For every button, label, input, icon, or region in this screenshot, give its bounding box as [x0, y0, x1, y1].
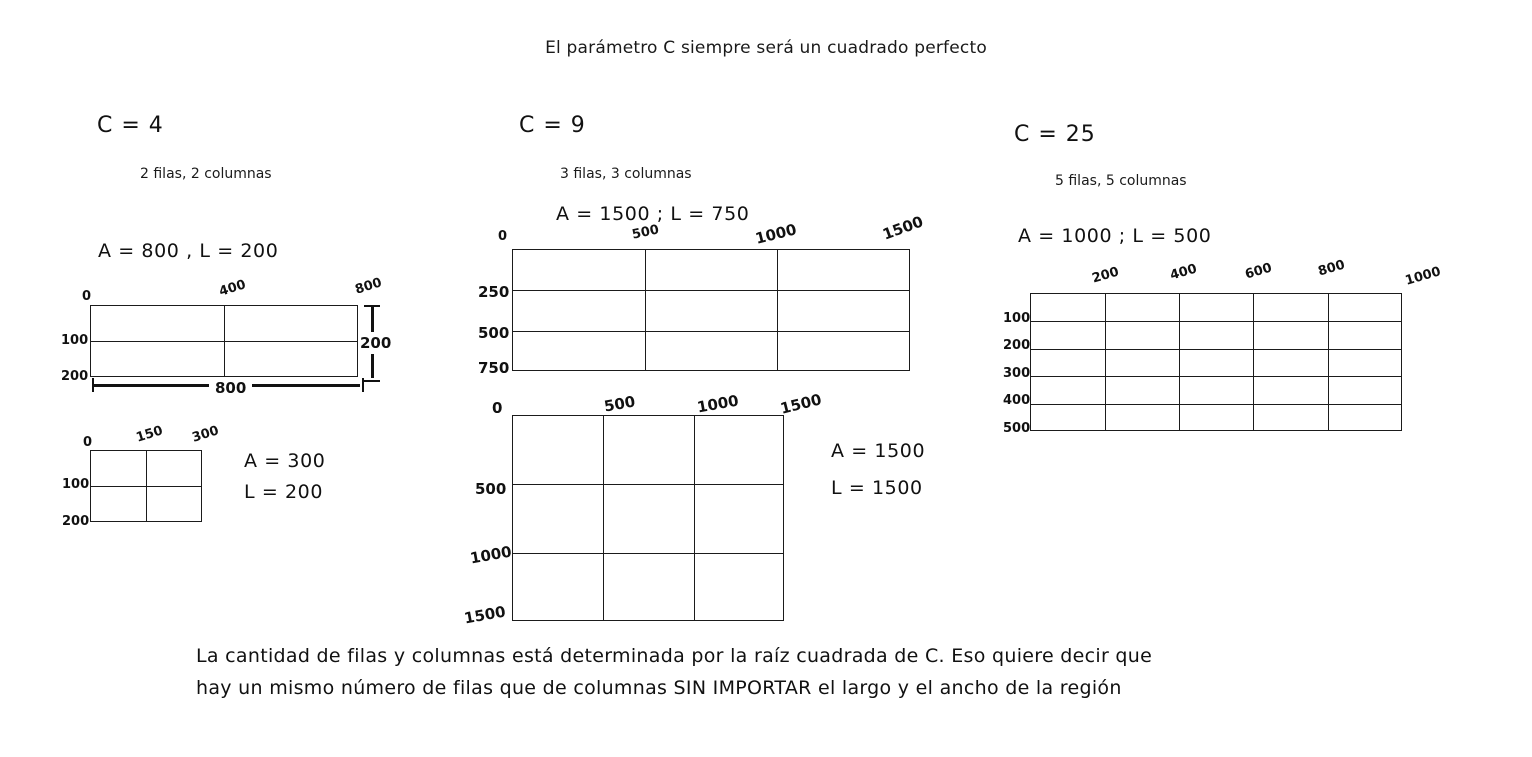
tick-top-1000: 1000: [695, 391, 740, 417]
grid-line-v: [777, 250, 778, 370]
footer-note: [196, 640, 1316, 704]
footer-line-2: hay un mismo número de filas que de columnas SIN IMPORTAR el largo y el ancho de la región: [196, 677, 1122, 699]
case-c4-diagram1-dims: A = 800 , L = 200: [98, 240, 279, 262]
footer-line-1: La cantidad de filas y columnas está determinada por la raíz cuadrada de C. Eso quiere decir que: [196, 645, 1153, 667]
tick-left-500: 500: [1003, 421, 1031, 436]
tick-left-200: 200: [1003, 338, 1031, 353]
tick-left-750: 750: [478, 359, 510, 377]
tick-top-300: 300: [190, 423, 221, 446]
grid-line-h: [1031, 376, 1401, 377]
tick-left-200: 200: [62, 514, 90, 529]
tick-top-1000: 1000: [753, 220, 799, 248]
grid-line-h: [513, 290, 909, 291]
grid-line-h: [513, 484, 783, 485]
case-label-c9: C = 9: [519, 113, 586, 138]
grid-line-v: [694, 416, 695, 620]
grid-c9-1500x1500: [512, 415, 784, 621]
grid-line-h: [1031, 349, 1401, 350]
tick-left-200: 200: [61, 369, 89, 384]
case-c9-diagram2-area: A = 1500: [831, 440, 926, 462]
grid-c4-800x200: [90, 305, 358, 377]
case-sub-c25: 5 filas, 5 columnas: [1055, 173, 1187, 189]
case-label-c4: C = 4: [97, 113, 164, 138]
tick-top-0: 0: [82, 289, 92, 304]
tick-top-800: 800: [353, 275, 384, 298]
grid-line-v: [146, 451, 147, 521]
case-c9-diagram2-length: L = 1500: [831, 477, 923, 499]
grid-c9-1500x750: [512, 249, 910, 371]
grid-line-h: [513, 331, 909, 332]
tick-top-0: 0: [498, 229, 508, 244]
tick-left-250: 250: [478, 283, 510, 301]
tick-top-600: 600: [1243, 260, 1274, 283]
tick-top-1000: 1000: [1403, 264, 1443, 289]
page-title: El parámetro C siempre será un cuadrado perfecto: [545, 38, 987, 58]
tick-left-1500: 1500: [462, 602, 507, 628]
grid-line-v: [224, 306, 225, 376]
grid-c4-300x200: [90, 450, 202, 522]
tick-left-100: 100: [61, 333, 89, 348]
tick-top-800: 800: [1316, 257, 1347, 280]
tick-left-1000: 1000: [468, 542, 513, 568]
case-c9-diagram1-dims: A = 1500 ; L = 750: [556, 203, 750, 225]
grid-line-v: [603, 416, 604, 620]
tick-left-100: 100: [1003, 311, 1031, 326]
grid-c25-1000x500: [1030, 293, 1402, 431]
tick-left-500: 500: [475, 480, 507, 498]
height-label-200: 200: [360, 334, 392, 352]
case-c4-diagram2-area: A = 300: [244, 450, 326, 472]
grid-line-v: [1253, 294, 1254, 430]
tick-top-0: 0: [83, 435, 93, 450]
tick-left-500: 500: [478, 324, 510, 342]
case-label-c25: C = 25: [1014, 122, 1096, 147]
grid-line-h: [1031, 321, 1401, 322]
tick-top-1500: 1500: [778, 390, 824, 418]
grid-line-v: [1328, 294, 1329, 430]
width-label-800: 800: [209, 379, 252, 397]
tick-top-1500: 1500: [880, 212, 926, 244]
case-sub-c9: 3 filas, 3 columnas: [560, 166, 692, 182]
case-c4-diagram2-length: L = 200: [244, 481, 324, 503]
tick-top-400: 400: [1168, 261, 1199, 284]
tick-top-200: 200: [1090, 264, 1121, 287]
tick-top-150: 150: [134, 423, 165, 446]
tick-top-400: 400: [217, 277, 248, 300]
grid-line-v: [645, 250, 646, 370]
tick-top-500: 500: [630, 222, 661, 243]
tick-left-300: 300: [1003, 366, 1031, 381]
grid-line-h: [513, 553, 783, 554]
case-sub-c4: 2 filas, 2 columnas: [140, 166, 272, 182]
tick-left-400: 400: [1003, 393, 1031, 408]
tick-top-500: 500: [602, 392, 637, 416]
case-c25-dims: A = 1000 ; L = 500: [1018, 225, 1212, 247]
grid-line-v: [1179, 294, 1180, 430]
grid-line-v: [1105, 294, 1106, 430]
tick-left-100: 100: [62, 477, 90, 492]
tick-top-0: 0: [492, 399, 503, 417]
grid-line-h: [1031, 404, 1401, 405]
